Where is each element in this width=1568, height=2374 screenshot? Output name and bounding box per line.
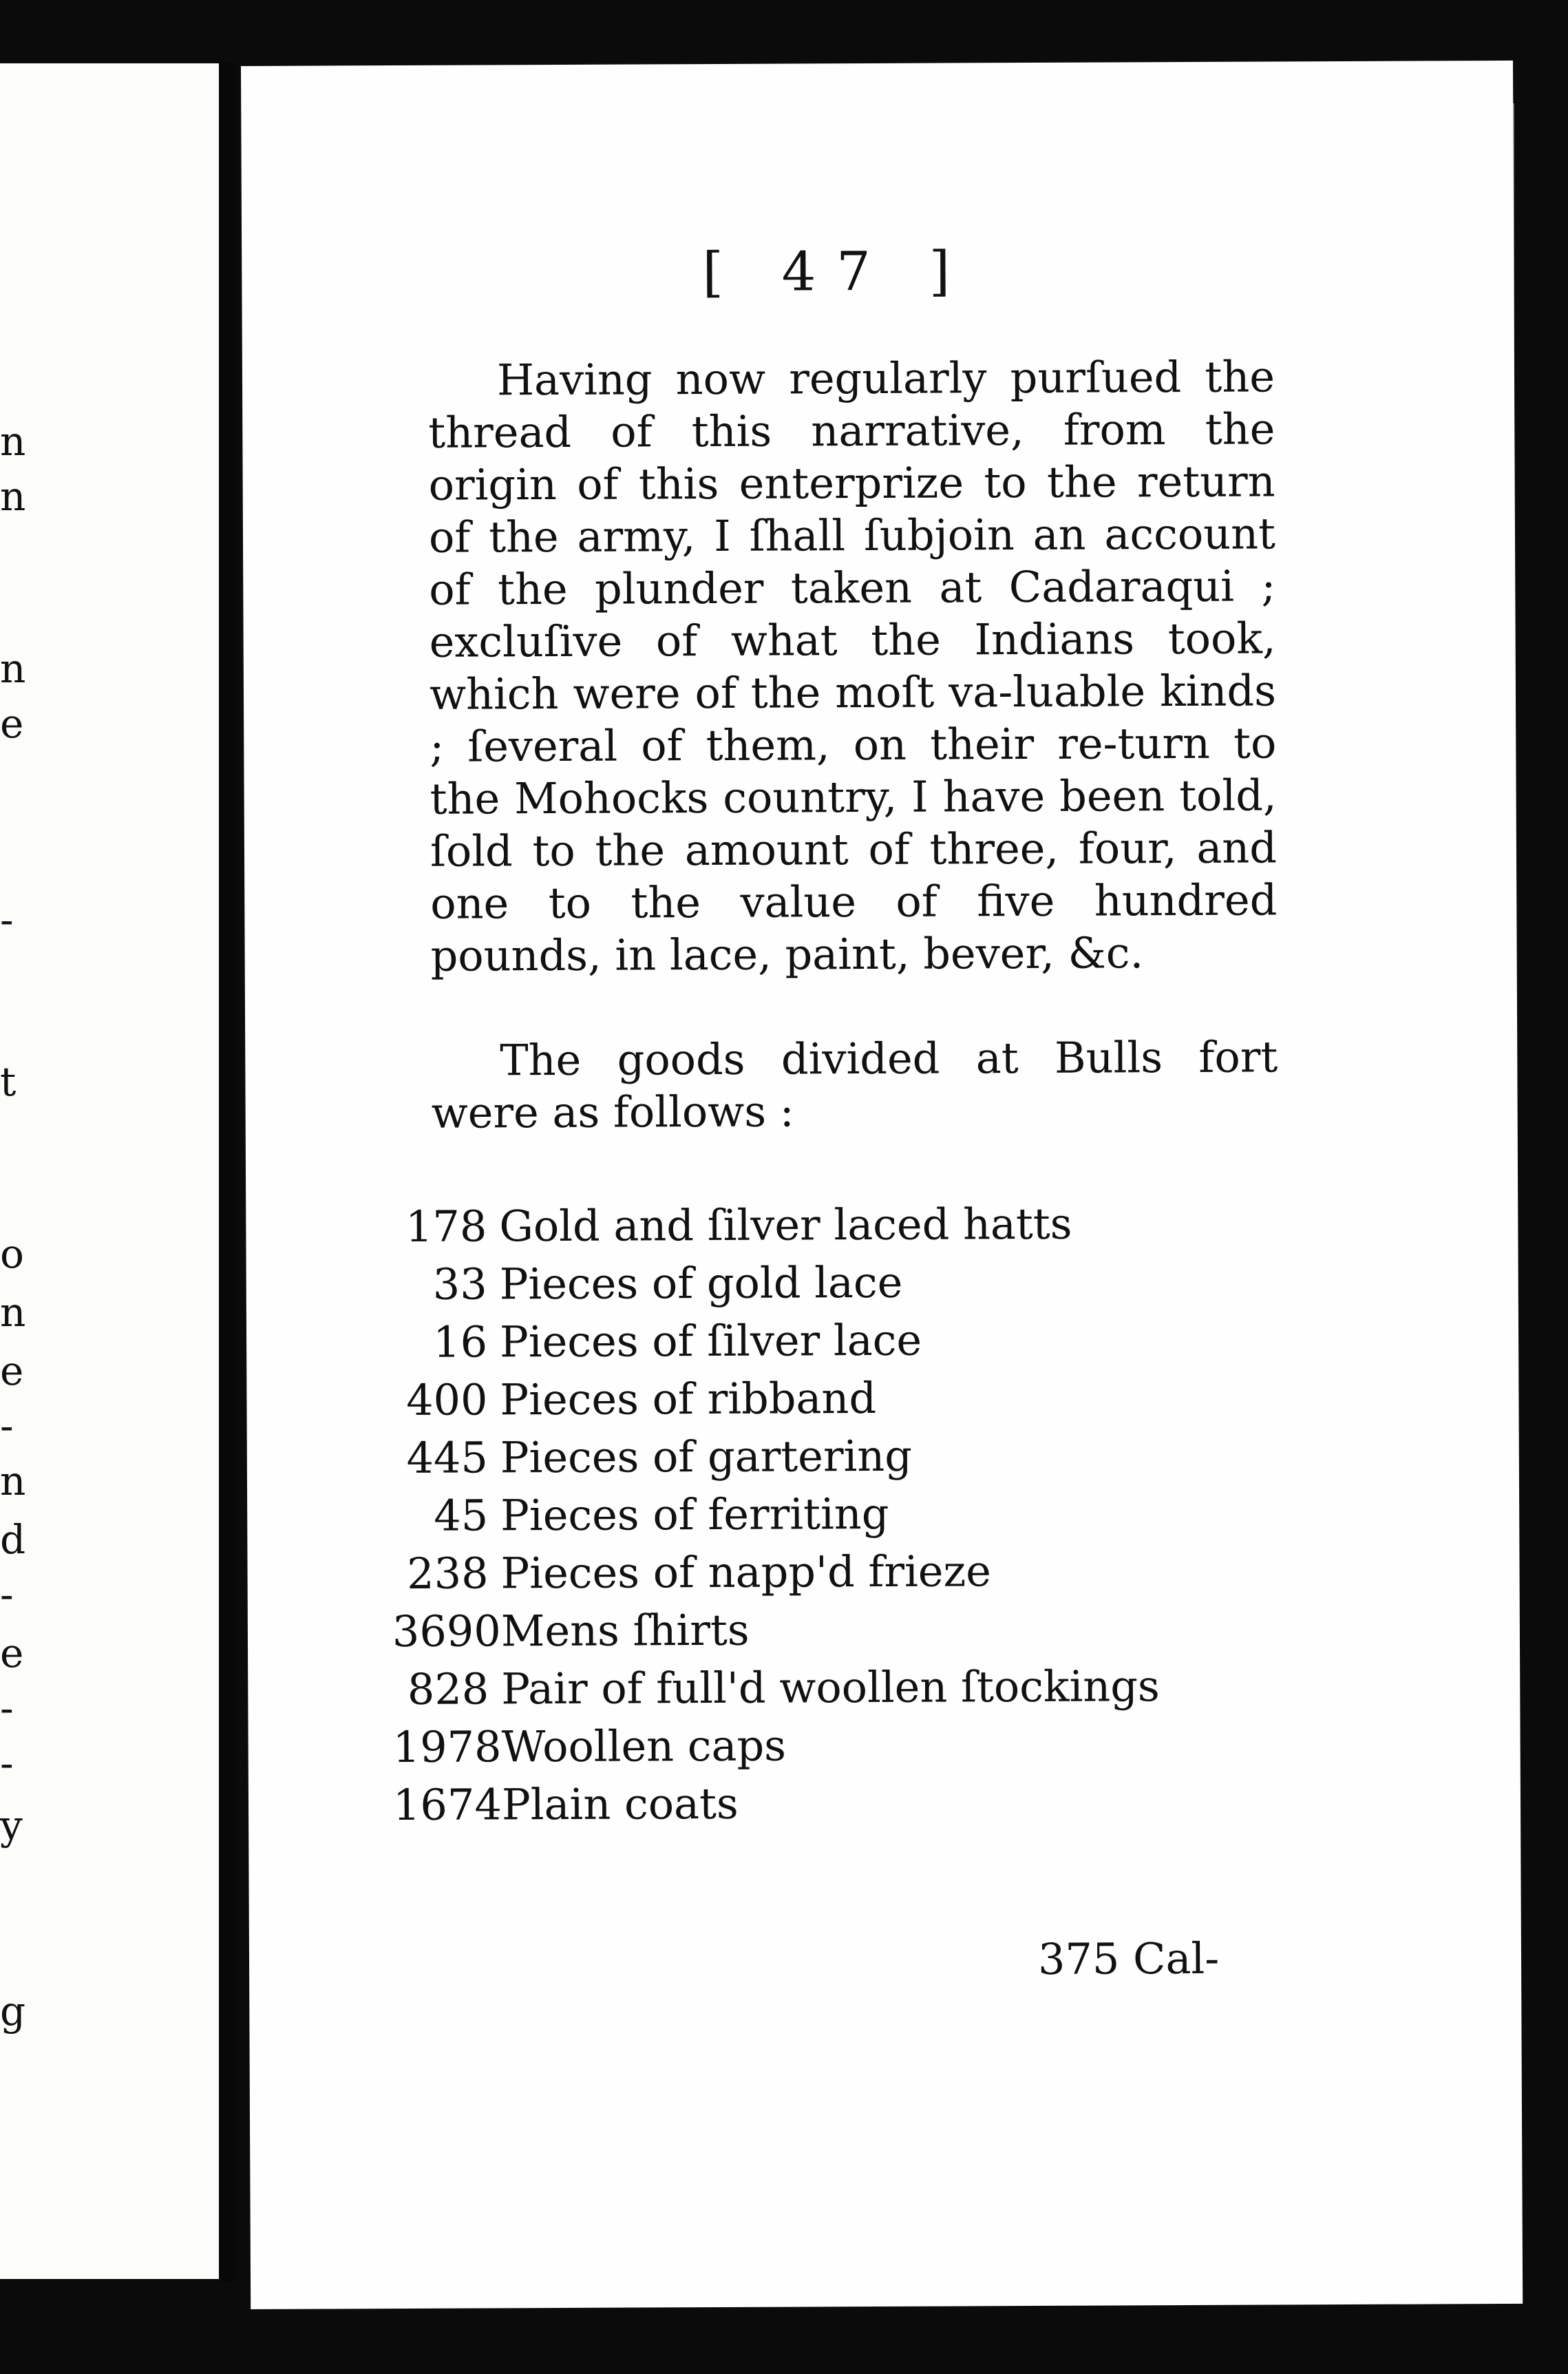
margin-fragment: y (0, 1802, 23, 1849)
list-item (392, 1657, 1287, 1719)
margin-fragment: e (0, 1630, 24, 1677)
goods-item: Pieces of gartering (500, 1430, 913, 1483)
margin-fragment: - (0, 896, 14, 943)
margin-fragment: - (0, 1403, 14, 1449)
goods-quantity: 445 (406, 1432, 488, 1483)
goods-item: Pieces of ferriting (500, 1488, 889, 1541)
margin-fragment: e (0, 700, 24, 747)
goods-quantity: 828 (407, 1663, 489, 1714)
goods-quantity: 3690 (392, 1606, 501, 1657)
margin-fragment: n (0, 645, 26, 692)
goods-quantity: 1978 (392, 1721, 502, 1773)
book-gutter (219, 62, 235, 2282)
goods-item: Gold and ſilver laced hatts (499, 1198, 1072, 1252)
margin-fragment: e (0, 1347, 24, 1394)
margin-fragment: - (0, 1740, 14, 1787)
book-page (241, 61, 1523, 2309)
list-item (392, 1714, 1287, 1776)
list-item (392, 1599, 1287, 1661)
goods-item: Pieces of ribband (500, 1372, 877, 1425)
margin-fragment: n (0, 1458, 26, 1504)
goods-item: Pieces of gold lace (499, 1257, 903, 1310)
list-item (392, 1541, 1286, 1603)
list-item (392, 1483, 1286, 1545)
margin-fragment: t (0, 1058, 17, 1105)
goods-quantity: 178 (405, 1201, 487, 1252)
goods-item: Pieces of ſilver lace (499, 1314, 922, 1367)
goods-list (390, 1194, 1288, 1834)
goods-item: Plain coats (501, 1778, 739, 1830)
list-item (391, 1310, 1286, 1372)
previous-page (0, 63, 222, 2279)
body-text (428, 350, 1278, 1139)
list-intro-paragraph: The goods divided at Bulls fort were as follows : (431, 1031, 1278, 1138)
list-item (390, 1194, 1285, 1256)
goods-quantity: 16 (433, 1316, 488, 1367)
goods-quantity: 33 (432, 1259, 487, 1310)
page-number: [ 47 ] (702, 240, 971, 304)
goods-quantity: 1674 (392, 1779, 502, 1831)
goods-quantity: 400 (405, 1374, 488, 1425)
goods-item: Woollen caps (501, 1720, 787, 1772)
narrative-paragraph: Having now regularly purſued the thread of this narrative, from the origin of this enterprize to the return of the army, I ſhall ſubjoin an account of the plunder taken at Cadaraqui ; excluſive of what the Indians took, which were of the moſt va-luable kinds ; ſeveral of them, on their re-turn to the Mohocks country, I have been told, ſold to the amount of three, four, and one to the value of five hundred pounds, in lace, paint, bever, &c. (428, 351, 1278, 981)
list-item (391, 1367, 1286, 1429)
margin-fragment: g (0, 1988, 26, 2035)
margin-fragment: o (0, 1230, 24, 1277)
margin-fragment: n (0, 473, 26, 520)
margin-fragment: d (0, 1516, 26, 1563)
catchword: 375 Cal- (1037, 1933, 1220, 1984)
goods-item: Mens ſhirts (500, 1604, 750, 1657)
goods-item: Pair of full'd woollen ſtockings (501, 1661, 1160, 1714)
margin-fragment: n (0, 1289, 26, 1336)
previous-page-margin (0, 63, 41, 2279)
list-item (393, 1772, 1288, 1834)
list-item (391, 1252, 1286, 1314)
margin-fragment: n (0, 418, 26, 465)
goods-quantity: 45 (434, 1490, 489, 1541)
margin-fragment: - (0, 1571, 14, 1618)
goods-quantity: 238 (407, 1548, 489, 1599)
goods-item: Pieces of napp'd frieze (500, 1546, 992, 1599)
list-item (392, 1425, 1286, 1487)
margin-fragment: - (0, 1685, 14, 1732)
